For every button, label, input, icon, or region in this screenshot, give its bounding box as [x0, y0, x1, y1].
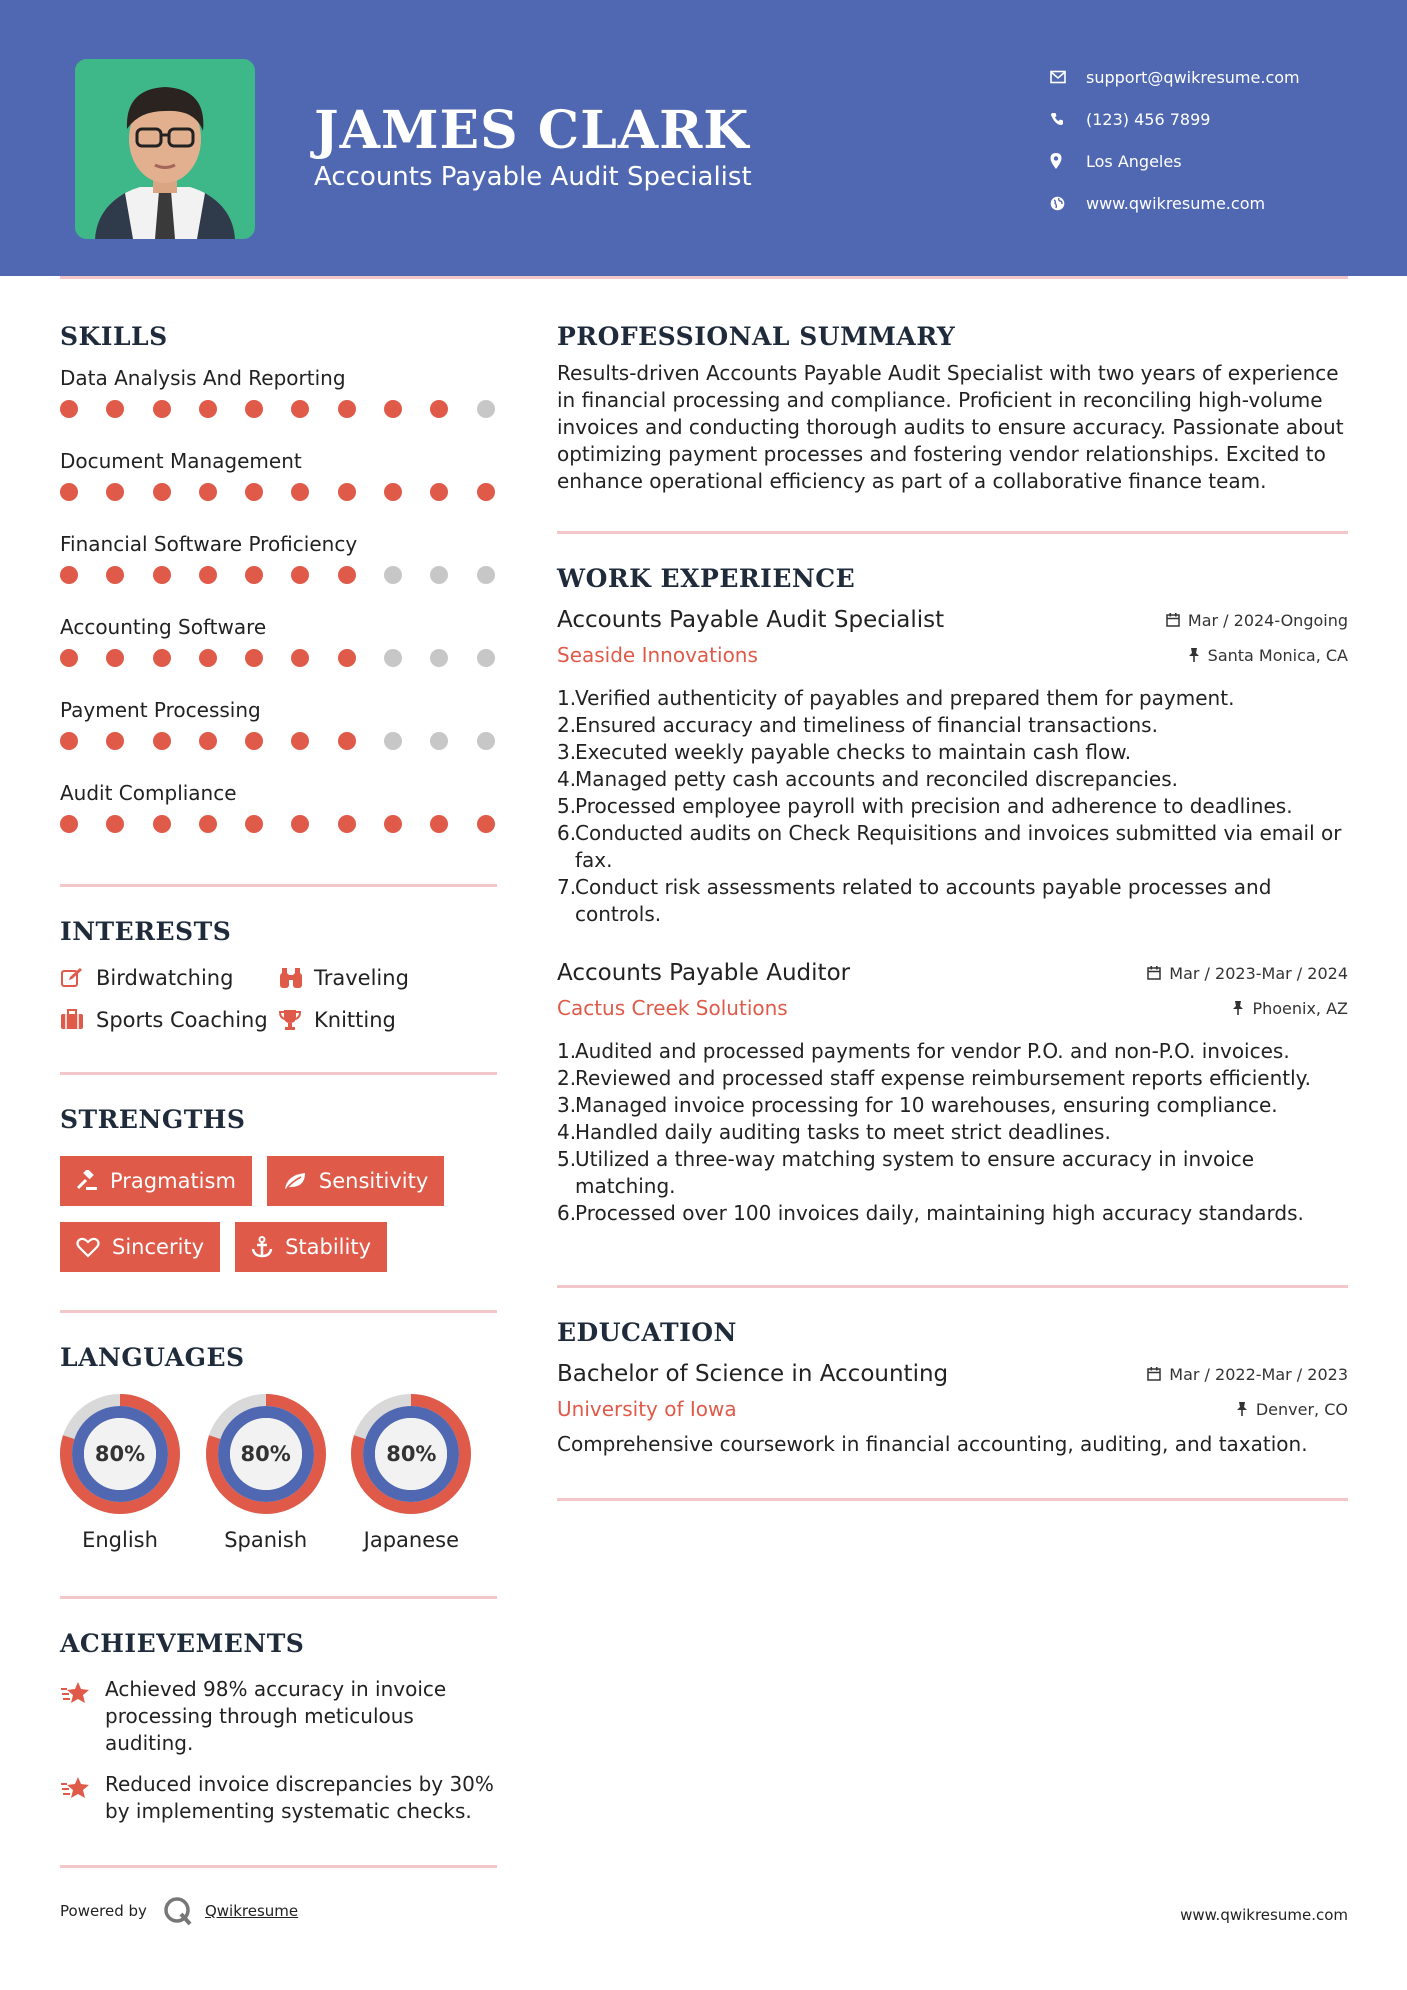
anchor-icon [251, 1236, 273, 1258]
language-item [60, 1394, 206, 1552]
rating-dot [338, 732, 356, 750]
section-divider [60, 1865, 497, 1868]
job-dates [1147, 964, 1348, 983]
language-label: Japanese [363, 1528, 460, 1552]
interest-label: Birdwatching [96, 966, 234, 990]
skill-label: Audit Compliance [60, 781, 237, 805]
rating-dot [199, 566, 217, 584]
skill-label: Document Management [60, 449, 302, 473]
calendar-icon [1147, 966, 1161, 980]
strength-chip [235, 1222, 387, 1272]
education-description: Comprehensive coursework in financial accounting, auditing, and taxation. [557, 1432, 1308, 1456]
language-label: Spanish [224, 1528, 308, 1552]
rating-dot [338, 815, 356, 833]
rating-dot [477, 815, 495, 833]
candidate-title: Accounts Payable Audit Specialist [314, 162, 752, 192]
rating-dot [291, 483, 309, 501]
skill-label: Accounting Software [60, 615, 267, 639]
rating-dot [384, 649, 402, 667]
contact-email-text: support@qwikresume.com [1086, 67, 1300, 87]
summary-section [557, 322, 1348, 495]
section-divider [60, 1072, 497, 1075]
experience-heading: WORK EXPERIENCE [557, 564, 856, 593]
strengths-section [60, 1105, 497, 1272]
education-location-text: Denver, CO [1255, 1399, 1348, 1419]
footer-url[interactable]: www.qwikresume.com [1180, 1906, 1348, 1924]
contact-location-text: Los Angeles [1086, 151, 1182, 171]
education-section [557, 1318, 1348, 1458]
achievement-text: Achieved 98% accuracy in invoice processing through meticulous auditing. [105, 1677, 447, 1755]
skill-item [60, 449, 497, 522]
company-name: Cactus Creek Solutions [557, 996, 788, 1020]
contact-email[interactable] [1050, 56, 1300, 98]
languages-heading: LANGUAGES [60, 1343, 245, 1372]
footer-branding [60, 1896, 298, 1926]
job-bullet: 2. Ensured accuracy and timeliness of financial transactions. [557, 713, 1158, 737]
profile-photo [75, 59, 255, 239]
skill-item [60, 698, 497, 771]
rating-dot [245, 815, 263, 833]
right-column [557, 322, 1348, 1501]
skill-rating [60, 732, 497, 750]
education-location [1236, 1400, 1348, 1419]
language-percent: 80% [94, 1442, 146, 1466]
education-dates [1147, 1365, 1348, 1384]
contact-website-text: www.qwikresume.com [1086, 193, 1266, 213]
skills-list [60, 366, 497, 854]
strength-chip [267, 1156, 444, 1206]
contact-phone-text: (123) 456 7899 [1086, 109, 1211, 129]
job-entry [557, 960, 1348, 1227]
job-bullet: 4. Managed petty cash accounts and reconciled discrepancies. [557, 767, 1178, 791]
interest-item [278, 966, 478, 990]
gavel-icon [76, 1170, 98, 1192]
rating-dot [60, 649, 78, 667]
job-bullet: 2. Reviewed and processed staff expense reimbursement reports efficiently. [557, 1066, 1311, 1090]
achievement-item [60, 1676, 497, 1757]
leaf-icon [283, 1171, 307, 1191]
interest-item [278, 1008, 478, 1032]
summary-heading: PROFESSIONAL SUMMARY [557, 322, 956, 351]
rating-dot [199, 732, 217, 750]
rating-dot [199, 400, 217, 418]
rating-dot [153, 483, 171, 501]
rating-dot [60, 566, 78, 584]
trophy-icon [278, 1009, 314, 1031]
rating-dot [153, 649, 171, 667]
language-item [206, 1394, 352, 1552]
briefcase-icon [60, 1009, 96, 1031]
rating-dot [430, 483, 448, 501]
header [0, 0, 1407, 276]
summary-text: Results-driven Accounts Payable Audit Specialist with two years of experience in financial processing and compliance. Proficient in reconciling high-volume invoices and conducting thorough audits to ensure accuracy. Passionate about optimizing payment processes and fostering vendor relationships. Excited to enhance operational efficiency as part of a collaborative finance team. [557, 361, 1344, 493]
job-bullets [557, 1038, 1348, 1227]
job-dates [1166, 611, 1348, 630]
job-bullet: 4. Handled daily auditing tasks to meet strict deadlines. [557, 1120, 1111, 1144]
experience-section [557, 564, 1348, 1227]
pencil-square-icon [60, 967, 96, 989]
job-bullet: 7. Conduct risk assessments related to accounts payable processes and controls. [557, 875, 1272, 926]
language-percent: 80% [240, 1442, 291, 1466]
binoculars-icon [278, 967, 314, 989]
star-medal-icon [60, 1771, 105, 1825]
rating-dot [153, 400, 171, 418]
skill-rating [60, 483, 497, 501]
language-percent: 80% [386, 1442, 437, 1466]
envelope-icon [1050, 70, 1086, 84]
rating-dot [291, 566, 309, 584]
job-location-text: Phoenix, AZ [1252, 998, 1348, 1018]
rating-dot [430, 732, 448, 750]
rating-dot [199, 649, 217, 667]
globe-icon [1050, 196, 1086, 211]
skill-rating [60, 649, 497, 667]
language-progress-ring [206, 1394, 326, 1514]
rating-dot [384, 815, 402, 833]
rating-dot [106, 483, 124, 501]
rating-dot [245, 649, 263, 667]
section-divider [60, 884, 497, 887]
contact-website[interactable] [1050, 182, 1300, 224]
rating-dot [153, 566, 171, 584]
skills-section [60, 322, 497, 854]
strength-label: Pragmatism [110, 1169, 236, 1193]
skill-item [60, 532, 497, 605]
rating-dot [199, 483, 217, 501]
rating-dot [477, 483, 495, 501]
contact-location [1050, 140, 1300, 182]
languages-section [60, 1343, 497, 1552]
rating-dot [106, 649, 124, 667]
strength-chip [60, 1222, 220, 1272]
calendar-icon [1166, 613, 1180, 627]
section-divider [557, 531, 1348, 534]
section-divider [60, 1596, 497, 1599]
job-bullet: 1. Audited and processed payments for vendor P.O. and non-P.O. invoices. [557, 1039, 1290, 1063]
skill-item [60, 366, 497, 439]
phone-icon [1050, 112, 1086, 126]
section-divider [557, 1285, 1348, 1288]
interest-label: Knitting [314, 1008, 396, 1032]
rating-dot [384, 483, 402, 501]
job-location [1188, 646, 1348, 665]
rating-dot [291, 732, 309, 750]
languages-list [60, 1394, 497, 1552]
rating-dot [106, 732, 124, 750]
rating-dot [477, 400, 495, 418]
strength-label: Sensitivity [318, 1169, 429, 1193]
rating-dot [477, 732, 495, 750]
skill-item [60, 615, 497, 688]
skill-label: Financial Software Proficiency [60, 532, 358, 556]
job-bullet: 6. Conducted audits on Check Requisitions and invoices submitted via email or fax. [557, 821, 1342, 872]
job-title: Accounts Payable Audit Specialist [557, 607, 945, 633]
rating-dot [245, 732, 263, 750]
school-name: University of Iowa [557, 1397, 737, 1421]
rating-dot [430, 400, 448, 418]
strengths-heading: STRENGTHS [60, 1105, 246, 1134]
heart-icon [76, 1237, 100, 1258]
contact-list [1050, 56, 1300, 224]
job-bullet: 5. Processed employee payroll with precision and adherence to deadlines. [557, 794, 1293, 818]
job-dates-text: Mar / 2024-Ongoing [1187, 610, 1348, 630]
rating-dot [60, 732, 78, 750]
section-divider [557, 1498, 1348, 1501]
pushpin-icon [1236, 1402, 1248, 1416]
rating-dot [477, 649, 495, 667]
rating-dot [384, 732, 402, 750]
job-dates-text: Mar / 2023-Mar / 2024 [1169, 963, 1348, 983]
achievement-text: Reduced invoice discrepancies by 30% by implementing systematic checks. [105, 1772, 494, 1823]
achievement-item [60, 1771, 497, 1825]
pushpin-icon [1188, 648, 1200, 662]
education-dates-text: Mar / 2022-Mar / 2023 [1169, 1364, 1348, 1384]
rating-dot [245, 566, 263, 584]
brand-link[interactable]: Qwikresume [204, 1902, 299, 1920]
rating-dot [245, 400, 263, 418]
job-location [1232, 999, 1348, 1018]
rating-dot [291, 649, 309, 667]
rating-dot [106, 566, 124, 584]
rating-dot [338, 400, 356, 418]
strength-label: Stability [285, 1235, 372, 1259]
skill-label: Data Analysis And Reporting [60, 366, 346, 390]
job-location-text: Santa Monica, CA [1207, 645, 1348, 665]
interest-item [60, 1008, 278, 1032]
strengths-list [60, 1156, 480, 1272]
rating-dot [384, 566, 402, 584]
language-progress-ring [351, 1394, 471, 1514]
rating-dot [430, 815, 448, 833]
company-name: Seaside Innovations [557, 643, 758, 667]
job-bullet: 3. Managed invoice processing for 10 warehouses, ensuring compliance. [557, 1093, 1278, 1117]
rating-dot [430, 566, 448, 584]
interest-label: Traveling [314, 966, 409, 990]
interests-list [60, 966, 497, 1032]
job-bullet: 1. Verified authenticity of payables and prepared them for payment. [557, 686, 1235, 710]
contact-phone[interactable] [1050, 98, 1300, 140]
job-bullet: 5. Utilized a three-way matching system to ensure accuracy in invoice matching. [557, 1147, 1255, 1198]
skill-label: Payment Processing [60, 698, 261, 722]
rating-dot [477, 566, 495, 584]
rating-dot [291, 400, 309, 418]
candidate-name: JAMES CLARK [314, 100, 750, 161]
rating-dot [384, 400, 402, 418]
degree-title: Bachelor of Science in Accounting [557, 1361, 949, 1387]
job-title: Accounts Payable Auditor [557, 960, 851, 986]
job-bullets [557, 685, 1348, 928]
strength-label: Sincerity [112, 1235, 205, 1259]
job-entry [557, 607, 1348, 928]
job-bullet: 6. Processed over 100 invoices daily, maintaining high accuracy standards. [557, 1201, 1304, 1225]
language-item [351, 1394, 497, 1552]
rating-dot [106, 815, 124, 833]
calendar-icon [1147, 1367, 1161, 1381]
rating-dot [430, 649, 448, 667]
education-heading: EDUCATION [557, 1318, 737, 1347]
pushpin-icon [1232, 1001, 1244, 1015]
rating-dot [60, 483, 78, 501]
language-progress-ring [60, 1394, 180, 1514]
interest-label: Sports Coaching [96, 1008, 268, 1032]
skill-item [60, 781, 497, 854]
strength-chip [60, 1156, 252, 1206]
rating-dot [199, 815, 217, 833]
location-pin-icon [1050, 153, 1086, 169]
interest-item [60, 966, 278, 990]
skills-heading: SKILLS [60, 322, 168, 351]
interests-heading: INTERESTS [60, 917, 232, 946]
star-medal-icon [60, 1676, 105, 1757]
rating-dot [291, 815, 309, 833]
powered-by-text: Powered by [60, 1902, 147, 1920]
rating-dot [338, 649, 356, 667]
rating-dot [245, 483, 263, 501]
rating-dot [338, 483, 356, 501]
left-column [60, 322, 497, 1868]
achievements-section [60, 1629, 497, 1825]
rating-dot [153, 732, 171, 750]
header-divider [60, 276, 1348, 279]
skill-rating [60, 566, 497, 584]
qwikresume-logo-icon [163, 1896, 193, 1926]
rating-dot [60, 815, 78, 833]
achievements-heading: ACHIEVEMENTS [60, 1629, 305, 1658]
interests-section [60, 917, 497, 1032]
rating-dot [106, 400, 124, 418]
language-label: English [82, 1528, 158, 1552]
rating-dot [60, 400, 78, 418]
section-divider [60, 1310, 497, 1313]
skill-rating [60, 400, 497, 418]
job-bullet: 3. Executed weekly payable checks to maintain cash flow. [557, 740, 1132, 764]
skill-rating [60, 815, 497, 833]
rating-dot [338, 566, 356, 584]
rating-dot [153, 815, 171, 833]
